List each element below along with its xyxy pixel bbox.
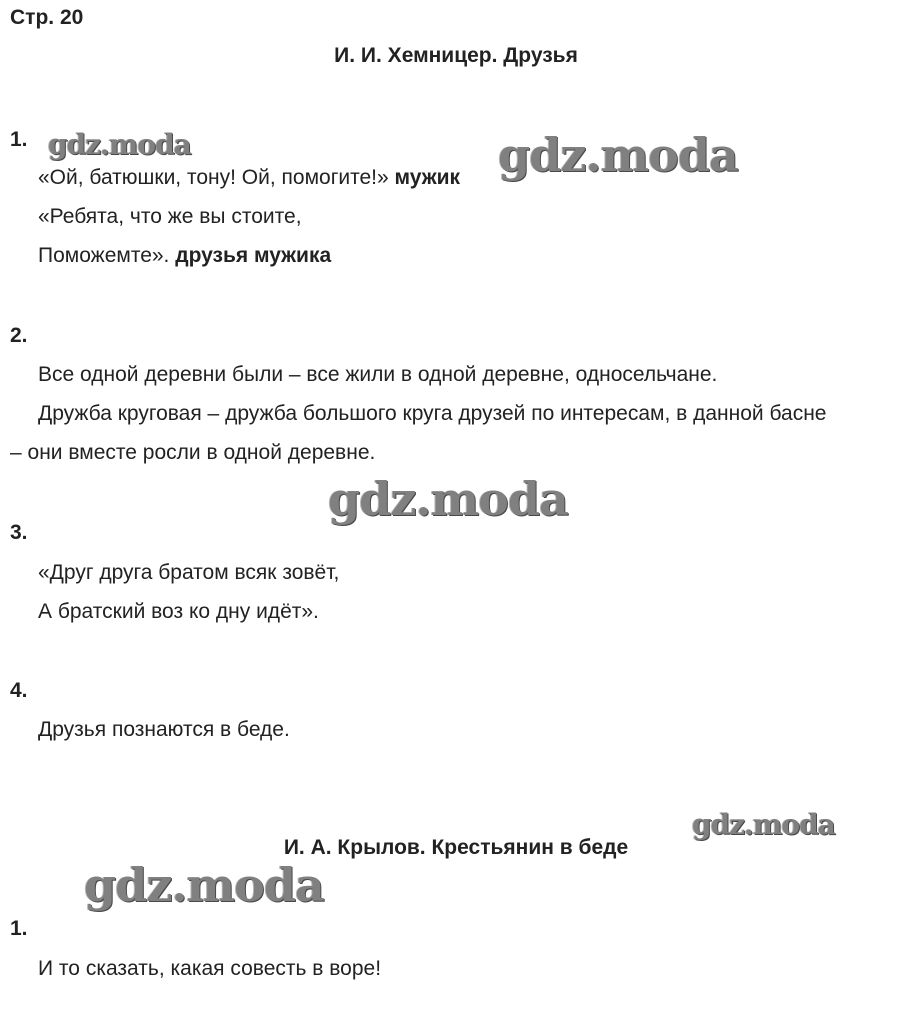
- section-title-friends: И. И. Хемницер. Друзья: [334, 44, 578, 67]
- answer-line: А братский воз ко дну идёт».: [38, 600, 319, 623]
- watermark: gdz.moda: [498, 128, 738, 182]
- page-number: Стр. 20: [10, 6, 84, 29]
- watermark: gdz.moda: [328, 472, 568, 526]
- quote-text: Поможемте».: [38, 244, 170, 267]
- watermark: gdz.moda: [48, 128, 191, 161]
- question-number: 4.: [10, 679, 28, 702]
- question-number: 2.: [10, 324, 28, 347]
- question-number: 3.: [10, 521, 28, 544]
- answer-line: – они вместе росли в одной деревне.: [10, 441, 376, 464]
- answer-line: Друзья познаются в беде.: [38, 718, 290, 741]
- answer-bold: мужик: [394, 166, 461, 189]
- question-number: 1.: [10, 128, 28, 151]
- answer-line: И то сказать, какая совесть в воре!: [38, 957, 382, 980]
- question-number: 1.: [10, 917, 28, 940]
- answer-line: «Ребята, что же вы стоите,: [38, 205, 302, 228]
- answer-bold: друзья мужика: [175, 244, 332, 267]
- answer-line: [38, 244, 331, 268]
- answer-line: «Друг друга братом всяк зовёт,: [38, 561, 340, 584]
- answer-line: Все одной деревни были – все жили в одной деревне, односельчане.: [38, 363, 718, 386]
- quote-text: «Ой, батюшки, тону! Ой, помогите!»: [38, 166, 389, 189]
- watermark: gdz.moda: [692, 808, 835, 841]
- section-title-peasant: И. А. Крылов. Крестьянин в беде: [283, 836, 629, 859]
- watermark: gdz.moda: [84, 858, 324, 912]
- answer-line: Дружба круговая – дружба большого круга друзей по интересам, в данной басне: [38, 402, 827, 425]
- answer-line: [38, 166, 460, 190]
